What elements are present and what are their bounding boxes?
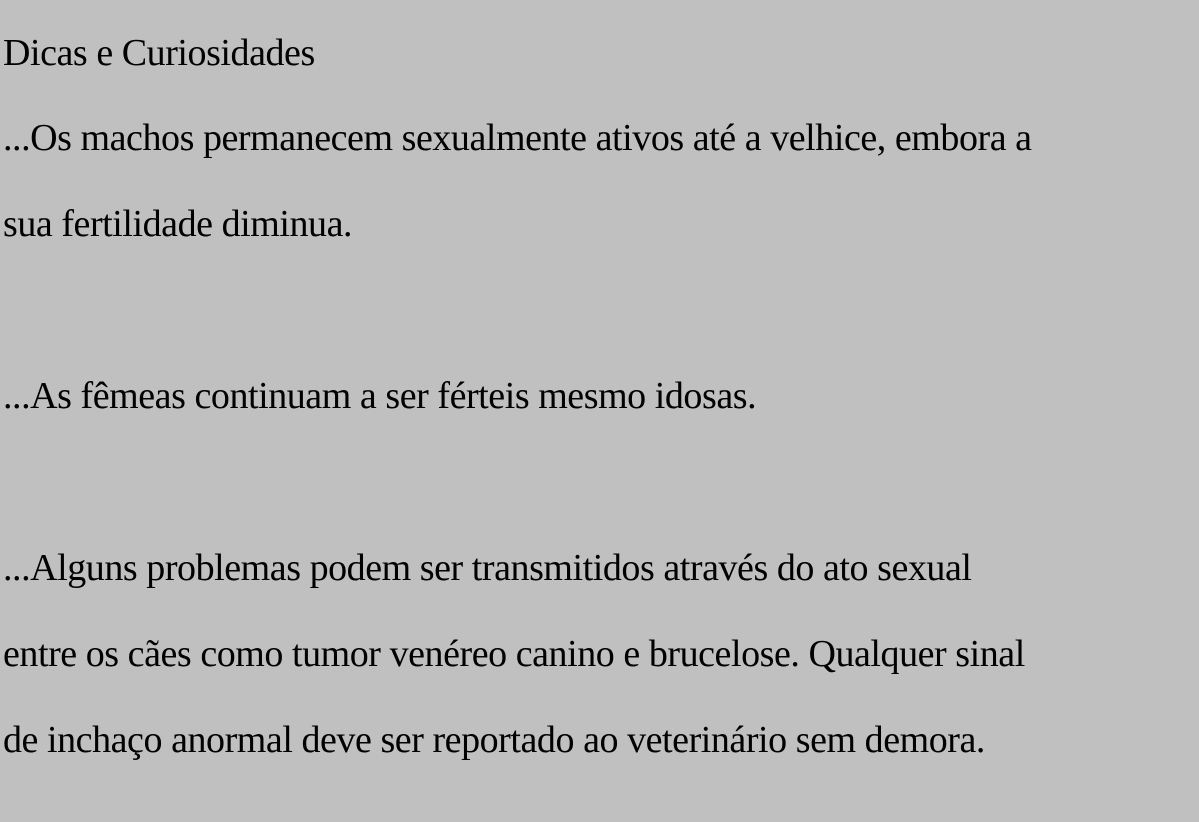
paragraph-line: ...Os machos permanecem sexualmente ativos até a velhice, embora a: [3, 117, 1032, 159]
page-title: Dicas e Curiosidades: [3, 32, 315, 74]
paragraph-line: ...As fêmeas continuam a ser férteis mesmo idosas.: [3, 375, 757, 417]
paragraph-line: ...Alguns problemas podem ser transmitidos através do ato sexual: [3, 547, 972, 589]
paragraph-line: entre os cães como tumor venéreo canino e brucelose. Qualquer sinal: [3, 633, 1025, 675]
paragraph-line: de inchaço anormal deve ser reportado ao veterinário sem demora.: [3, 719, 985, 761]
paragraph-line: sua fertilidade diminua.: [3, 203, 353, 245]
